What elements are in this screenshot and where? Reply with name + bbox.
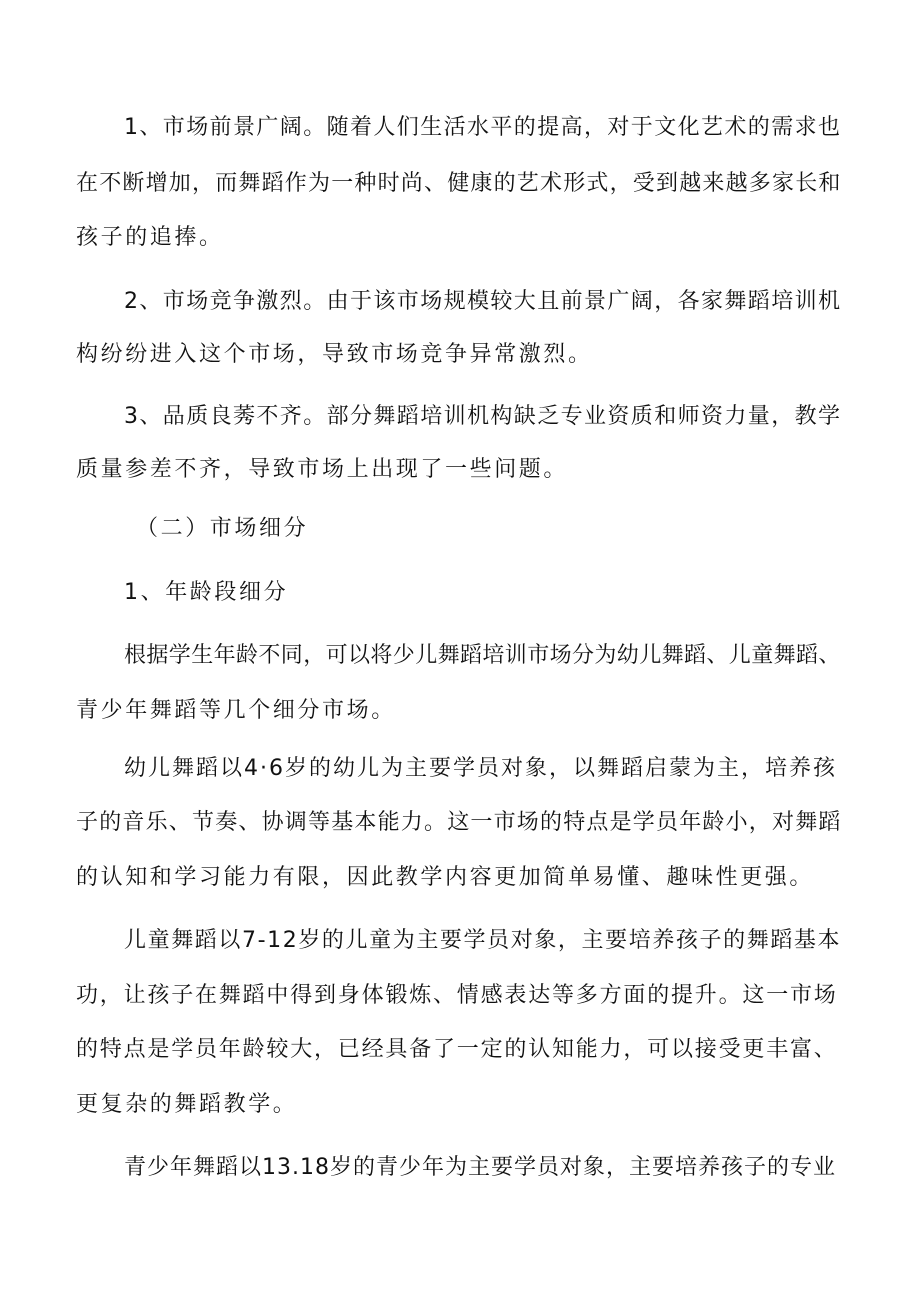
section-heading: （二）市场细分 [136,516,309,541]
paragraph-line: 构纷纷进入这个市场，导致市场竞争异常激烈。 [76,342,593,367]
paragraph-line: 子的音乐、节奏、协调等基本能力。这一市场的特点是学员年龄小，对舞蹈 [76,810,842,835]
paragraph-line: 质量参差不齐，导致市场上出现了一些问题。 [76,457,569,482]
paragraph-line: 的特点是学员年龄较大，已经具备了一定的认知能力，可以接受更丰富、 [76,1037,838,1062]
paragraph-line: 功，让孩子在舞蹈中得到身体锻炼、情感表达等多方面的提升。这一市场 [76,983,838,1008]
paragraph-line: 孩子的追捧。 [76,225,224,250]
paragraph-line: 3、品质良莠不齐。部分舞蹈培训机构缺乏专业资质和师资力量，教学 [124,404,842,429]
paragraph-line: 1、市场前景广阔。随着人们生活水平的提高，对于文化艺术的需求也 [124,115,842,140]
paragraph-line: 儿童舞蹈以7-12岁的儿童为主要学员对象，主要培养孩子的舞蹈基本 [124,928,842,953]
paragraph-line: 在不断增加，而舞蹈作为一种时尚、健康的艺术形式，受到越来越多家长和 [76,171,842,196]
paragraph-line: 幼儿舞蹈以4·6岁的幼儿为主要学员对象，以舞蹈启蒙为主，培养孩 [124,756,837,781]
paragraph-line: 青少年舞蹈以13.18岁的青少年为主要学员对象，主要培养孩子的专业 [124,1155,836,1180]
paragraph-line: 2、市场竞争激烈。由于该市场规模较大且前景广阔，各家舞蹈培训机 [124,289,842,314]
subsection-heading: 1、年龄段细分 [124,580,289,605]
paragraph-line: 根据学生年龄不同，可以将少儿舞蹈培训市场分为幼儿舞蹈、儿童舞蹈、 [124,643,841,668]
paragraph-line: 的认知和学习能力有限，因此教学内容更加简单易懂、趣味性更强。 [76,865,815,890]
paragraph-line: 更复杂的舞蹈教学。 [76,1092,298,1117]
paragraph-line: 青少年舞蹈等几个细分市场。 [76,698,396,723]
